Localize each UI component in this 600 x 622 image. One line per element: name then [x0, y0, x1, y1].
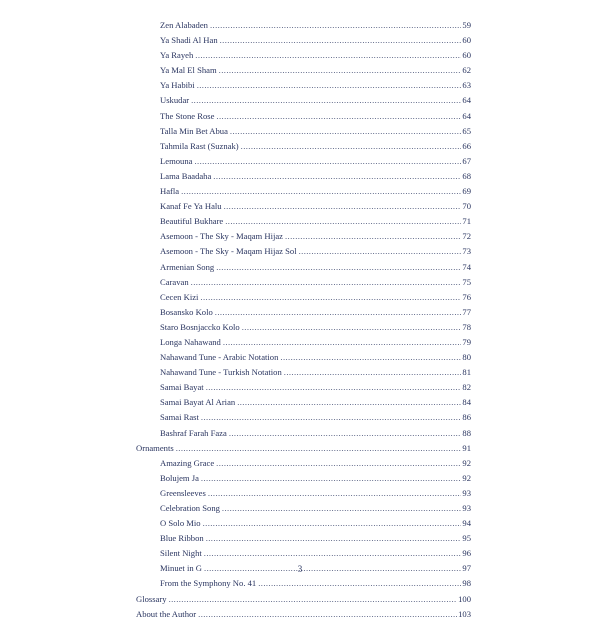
toc-entry-title: Greensleeves [160, 487, 206, 498]
toc-entry-page: 64 [462, 110, 471, 121]
toc-entry-page: 93 [462, 503, 471, 513]
toc-section-entry [0, 592, 471, 607]
toc-entry-title: Nahawand Tune - Turkish Notation [160, 367, 282, 378]
toc-entry-title: Celebration Song [160, 503, 220, 513]
toc-entry [0, 531, 471, 546]
toc-entry [0, 244, 471, 259]
toc-entry-page: 69 [462, 186, 471, 197]
toc-entry-page: 76 [462, 291, 471, 302]
dot-leader [200, 290, 461, 305]
toc-entry-page: 84 [462, 397, 471, 408]
dot-leader [215, 305, 462, 320]
toc-entry-title: Samai Bayat [160, 382, 204, 393]
toc-entry [0, 18, 471, 33]
toc-entry-title: Asemoon - The Sky - Maqam Hijaz Sol [160, 246, 297, 257]
toc-entry-title: The Stone Rose [160, 110, 215, 121]
toc-entry [0, 124, 471, 139]
toc-entry-title: About the Author [136, 608, 197, 619]
toc-entry-title: Lemouna [160, 155, 193, 166]
toc-entry [0, 139, 471, 154]
toc-entry-page: 74 [462, 261, 471, 272]
toc-entry-title: Longa Nahawand [160, 336, 221, 347]
toc-entry-title: Kanaf Fe Ya Halu [160, 201, 222, 212]
dot-leader [216, 109, 461, 124]
toc-entry [0, 33, 471, 48]
dot-leader [280, 350, 461, 365]
toc-entry [0, 199, 471, 214]
toc-entry-page: 71 [462, 216, 471, 227]
toc-entry [0, 78, 471, 93]
dot-leader [225, 214, 461, 229]
toc-section-entry [0, 441, 471, 456]
toc-entry [0, 456, 471, 471]
toc-entry [0, 501, 471, 516]
toc-entry-title: Asemoon - The Sky - Maqam Hijaz [160, 231, 283, 242]
toc-entry-title: Silent Night [160, 548, 202, 559]
toc-entry-page: 78 [462, 321, 471, 332]
dot-leader [197, 78, 462, 93]
toc-entry-title: O Solo Mio [160, 518, 201, 529]
toc-entry-title: Nahawand Tune - Arabic Notation [160, 352, 279, 363]
toc-entry-page: 79 [462, 336, 471, 347]
toc-entry-page: 67 [462, 155, 471, 166]
toc-entry [0, 410, 471, 425]
toc-section-entry [0, 607, 471, 622]
toc-entry-title: Caravan [160, 276, 189, 287]
toc-entry-page: 81 [462, 367, 471, 378]
toc-entry [0, 486, 471, 501]
toc-entry-title: Zen Alabaden [160, 20, 208, 30]
dot-leader [284, 365, 462, 380]
dot-leader [223, 335, 462, 350]
toc-entry-title: Ornaments [136, 442, 174, 453]
toc-entry [0, 109, 471, 124]
dot-leader [237, 395, 461, 410]
toc-entry [0, 320, 471, 335]
toc-entry-page: 88 [462, 427, 471, 438]
toc-entry-page: 59 [462, 20, 471, 30]
toc-entry [0, 546, 471, 561]
dot-leader [216, 456, 461, 471]
toc-entry-page: 103 [458, 608, 471, 619]
toc-entry-title: Glossary [136, 593, 167, 604]
toc-entry [0, 576, 471, 591]
toc-entry [0, 471, 471, 486]
toc-entry-page: 96 [462, 548, 471, 559]
toc-entry-title: Minuet in G [160, 563, 203, 574]
toc-entry-title: Samai Bayat Al Arian [160, 397, 236, 408]
toc-entry-title: Uskudar [160, 95, 190, 106]
toc-entry [0, 350, 471, 365]
toc-entry-page: 94 [462, 518, 471, 529]
toc-entry-page: 93 [462, 487, 471, 498]
dot-leader [201, 471, 461, 486]
toc-entry-page: 70 [462, 201, 471, 212]
toc-entry-page: 68 [462, 170, 471, 181]
toc-entry-page: 100 [458, 593, 471, 604]
dot-leader [299, 244, 462, 259]
toc-entry-title: Amazing Grace [160, 457, 215, 468]
dot-leader [206, 531, 462, 546]
toc-entry [0, 93, 471, 108]
dot-leader [204, 546, 462, 561]
toc-entry [0, 184, 471, 199]
toc-entry-title: Armenian Song [160, 261, 215, 272]
dot-leader [241, 139, 462, 154]
toc-entry-title: Bolujem Ja [160, 472, 199, 483]
toc-entry-title: Hafla [160, 186, 180, 197]
dot-leader [198, 607, 457, 622]
toc-entry-title: Bosansko Kolo [160, 306, 213, 317]
toc-entry-title: Samai Rast [160, 412, 199, 423]
toc-entry-page: 73 [462, 246, 471, 257]
dot-leader [195, 48, 461, 63]
dot-leader [213, 169, 461, 184]
dot-leader [229, 426, 462, 441]
dot-leader [220, 33, 462, 48]
toc-entry [0, 48, 471, 63]
dot-leader [176, 441, 462, 456]
toc-entry [0, 63, 471, 78]
toc-entry [0, 395, 471, 410]
dot-leader [181, 184, 461, 199]
toc-entry-page: 75 [462, 276, 471, 287]
dot-leader [208, 486, 462, 501]
toc-entry-title: Staro Bosnjaccko Kolo [160, 321, 240, 332]
toc-entry [0, 365, 471, 380]
dot-leader [230, 124, 462, 139]
dot-leader [216, 260, 461, 275]
toc-entry-page: 64 [462, 95, 471, 106]
toc-entry-page: 62 [462, 65, 471, 76]
dot-leader [206, 380, 462, 395]
toc-entry-page: 97 [462, 563, 471, 574]
toc-entry-page: 80 [462, 352, 471, 363]
dot-leader [201, 410, 461, 425]
toc-entry-page: 63 [462, 80, 471, 91]
dot-leader [191, 275, 462, 290]
dot-leader [210, 18, 461, 33]
toc-entry-title: Blue Ribbon [160, 533, 204, 544]
dot-leader [194, 154, 461, 169]
toc-entry [0, 305, 471, 320]
dot-leader [191, 93, 461, 108]
toc-entry [0, 380, 471, 395]
toc-entry [0, 214, 471, 229]
toc-entry [0, 275, 471, 290]
toc-entry-title: Bashraf Farah Faza [160, 427, 227, 438]
toc-entry-title: Lama Baadaha [160, 170, 212, 181]
toc-entry-page: 60 [462, 35, 471, 46]
dot-leader [222, 501, 461, 516]
toc-entry [0, 290, 471, 305]
dot-leader [219, 63, 462, 78]
toc-entry-page: 95 [462, 533, 471, 544]
toc-entry [0, 335, 471, 350]
toc-entry-page: 66 [462, 140, 471, 151]
toc-entry [0, 426, 471, 441]
toc-entry-page: 91 [462, 442, 471, 453]
dot-leader [285, 229, 461, 244]
dot-leader [169, 592, 458, 607]
toc-entry [0, 169, 471, 184]
toc-entry-page: 60 [462, 50, 471, 61]
toc-entry-title: Ya Habibi [160, 80, 195, 91]
page-number: 3 [297, 564, 303, 574]
toc-entry-page: 92 [462, 472, 471, 483]
toc-entry-title: Tahmila Rast (Suznak) [160, 140, 239, 151]
toc-entry-page: 98 [462, 578, 471, 589]
toc-entry-title: Ya Shadi Al Han [160, 35, 218, 46]
toc-entry [0, 154, 471, 169]
toc-entry-title: From the Symphony No. 41 [160, 578, 257, 589]
toc-entry-page: 65 [462, 125, 471, 136]
toc-entry-title: Ya Mal El Sham [160, 65, 217, 76]
toc-entry-page: 77 [462, 306, 471, 317]
toc-entry-page: 82 [462, 382, 471, 393]
dot-leader [224, 199, 462, 214]
toc-entry [0, 516, 471, 531]
toc-entry-title: Beautiful Bukhare [160, 216, 224, 227]
toc-entry-page: 92 [462, 457, 471, 468]
toc-entry-page: 72 [462, 231, 471, 242]
toc-entry-title: Ya Rayeh [160, 50, 194, 61]
toc-entry [0, 260, 471, 275]
toc-entry-page: 86 [462, 412, 471, 423]
table-of-contents [0, 18, 600, 622]
dot-leader [203, 516, 462, 531]
dot-leader [242, 320, 462, 335]
toc-entry-title: Talla Min Bet Abua [160, 125, 228, 136]
toc-entry [0, 229, 471, 244]
toc-entry-title: Cecen Kizi [160, 291, 199, 302]
dot-leader [258, 576, 461, 591]
